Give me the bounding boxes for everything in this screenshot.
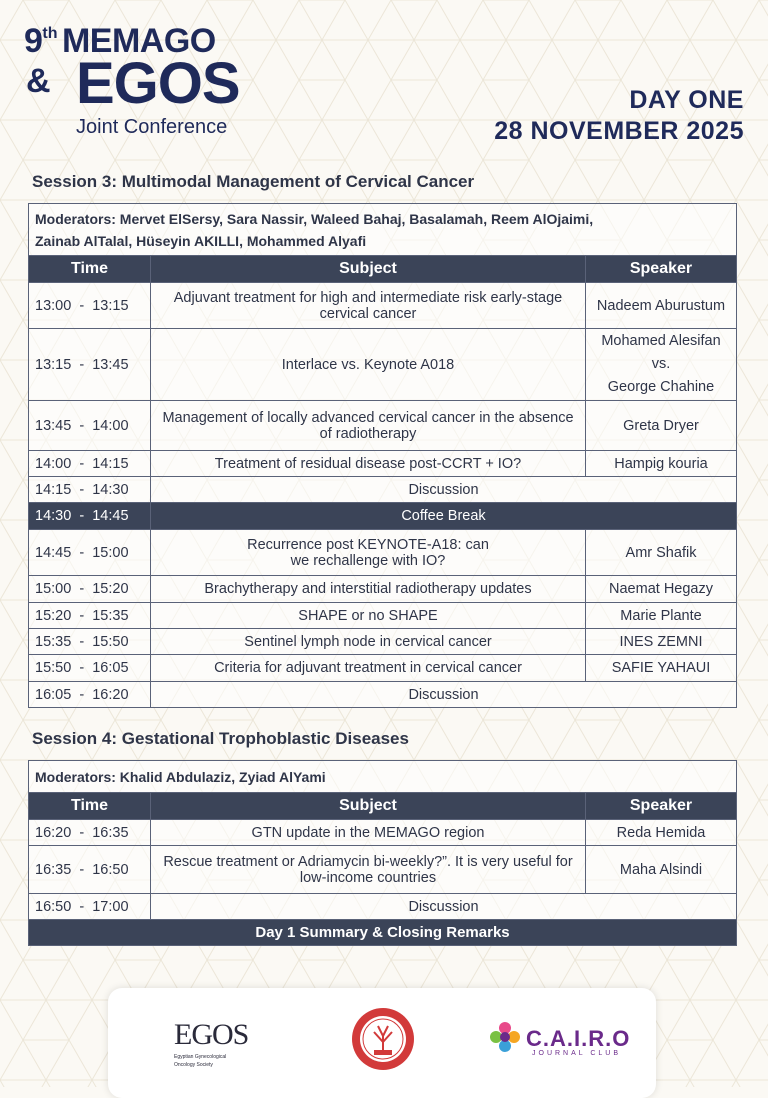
subject-cell: Brachytherapy and interstitial radiotherapy updates: [151, 576, 586, 603]
session4-title: Session 4: Gestational Trophoblastic Diseases: [32, 729, 409, 748]
speaker-cell: Reda Hemida: [586, 820, 737, 846]
subject-cell: Criteria for adjuvant treatment in cervical cancer: [151, 655, 586, 682]
speaker-cell: INES ZEMNI: [586, 629, 737, 655]
egos-logo-subtitle-1: Egyptian Gynecological: [174, 1054, 227, 1060]
speaker-cell: Nadeem Aburustum: [586, 283, 737, 329]
time-cell: 14:30 - 14:45: [29, 503, 151, 530]
time-cell: 14:15 - 14:30: [29, 477, 151, 503]
subject-cell: Rescue treatment or Adriamycin bi-weekly?”. It is very useful for low-income countries: [151, 846, 586, 894]
session4-table: [28, 760, 737, 946]
egos-logo-subtitle-2: Oncology Society: [174, 1062, 213, 1068]
time-cell: 16:20 - 16:35: [29, 820, 151, 846]
subject-header: Subject: [151, 256, 586, 283]
moderators-cell: Moderators: Khalid Abdulaziz, Zyiad AlYami: [29, 761, 737, 793]
table-row: [29, 655, 737, 682]
memago-seal-icon: [350, 1006, 416, 1072]
table-row: [29, 820, 737, 846]
table-header-row: [29, 256, 737, 283]
discussion-cell: Discussion: [151, 682, 737, 708]
time-cell: 16:35 - 16:50: [29, 846, 151, 894]
speaker-cell: Marie Plante: [586, 603, 737, 629]
coffee-break-row: [29, 503, 737, 530]
table-row: [29, 477, 737, 503]
moderators-line-2: Zainab AlTalal, Hüseyin AKILLI, Mohammed Alyafi: [35, 232, 367, 249]
time-cell: 15:50 - 16:05: [29, 655, 151, 682]
subject-cell: Management of locally advanced cervical cancer in the absence of radiotherapy: [151, 401, 586, 451]
moderators-cell: [29, 204, 737, 256]
speaker-line: vs.: [651, 356, 671, 372]
subject-cell: Sentinel lymph node in cervical cancer: [151, 629, 586, 655]
time-cell: 13:45 - 14:00: [29, 401, 151, 451]
memago-title: MEMAGO: [61, 22, 216, 60]
subject-cell: Treatment of residual disease post-CCRT + IO?: [151, 451, 586, 477]
subject-cell: Interlace vs. Keynote A018: [151, 329, 586, 401]
time-header: Time: [29, 256, 151, 283]
subject-header: Subject: [151, 793, 586, 820]
egos-logo-wordmark: EGOS: [174, 1018, 249, 1051]
sponsor-footer: [108, 988, 656, 1098]
moderators-line-1: Moderators: Mervet ElSersy, Sara Nassir, Waleed Bahaj, Basalamah, Reem AlOjaimi,: [35, 210, 594, 227]
egos-title: EGOS: [76, 51, 240, 116]
cairo-subtitle: JOURNAL CLUB: [532, 1050, 622, 1057]
table-row: [29, 283, 737, 329]
time-cell: 13:15 - 13:45: [29, 329, 151, 401]
discussion-cell: Discussion: [151, 894, 737, 920]
closing-remarks-cell: Day 1 Summary & Closing Remarks: [29, 920, 737, 946]
time-cell: 14:00 - 14:15: [29, 451, 151, 477]
session3-title: Session 3: Multimodal Management of Cervical Cancer: [32, 172, 475, 191]
discussion-cell: Discussion: [151, 477, 737, 503]
coffee-break-cell: Coffee Break: [151, 503, 737, 530]
time-cell: 15:20 - 15:35: [29, 603, 151, 629]
time-cell: 16:05 - 16:20: [29, 682, 151, 708]
time-header: Time: [29, 793, 151, 820]
speaker-header: Speaker: [586, 256, 737, 283]
date-label: 28 NOVEMBER 2025: [494, 117, 744, 145]
speaker-cell: [586, 329, 737, 401]
table-row: [29, 530, 737, 576]
edition-suffix: th: [42, 25, 58, 42]
time-cell: 13:00 - 13:15: [29, 283, 151, 329]
time-cell: 14:45 - 15:00: [29, 530, 151, 576]
time-cell: 15:00 - 15:20: [29, 576, 151, 603]
cairo-journal-club-logo: [488, 1026, 630, 1057]
day-heading: [494, 86, 744, 146]
speaker-line: George Chahine: [607, 379, 715, 395]
subject-cell: Adjuvant treatment for high and intermediate risk early-stage cervical cancer: [151, 283, 586, 329]
table-row: [29, 894, 737, 920]
cairo-wordmark: C.A.I.R.O: [526, 1026, 631, 1051]
cairo-flower-icon: [488, 1020, 522, 1054]
subject-cell: Recurrence post KEYNOTE-A18: can we rechallenge with IO?: [151, 530, 586, 576]
closing-row: [29, 920, 737, 946]
speaker-cell: SAFIE YAHAUI: [586, 655, 737, 682]
ampersand: &: [26, 62, 51, 100]
table-row: [29, 329, 737, 401]
time-cell: 16:50 - 17:00: [29, 894, 151, 920]
table-row: [29, 576, 737, 603]
speaker-cell: Hampig kouria: [586, 451, 737, 477]
subject-cell: SHAPE or no SHAPE: [151, 603, 586, 629]
table-header-row: [29, 793, 737, 820]
session3-table: [28, 203, 737, 708]
edition-number: 9: [24, 22, 43, 60]
subject-cell: GTN update in the MEMAGO region: [151, 820, 586, 846]
speaker-cell: Greta Dryer: [586, 401, 737, 451]
speaker-header: Speaker: [586, 793, 737, 820]
speaker-cell: Amr Shafik: [586, 530, 737, 576]
egos-society-logo: [174, 1018, 248, 1068]
day-label: DAY ONE: [629, 86, 744, 114]
table-row: [29, 603, 737, 629]
table-row: [29, 451, 737, 477]
table-row: [29, 401, 737, 451]
moderators-row: [29, 204, 737, 256]
speaker-line: Mohamed Alesifan: [601, 333, 721, 349]
moderators-row: [29, 761, 737, 793]
time-cell: 15:35 - 15:50: [29, 629, 151, 655]
table-row: [29, 682, 737, 708]
table-row: [29, 629, 737, 655]
table-row: [29, 846, 737, 894]
speaker-cell: Naemat Hegazy: [586, 576, 737, 603]
joint-conference-label: Joint Conference: [76, 116, 228, 138]
speaker-cell: Maha Alsindi: [586, 846, 737, 894]
